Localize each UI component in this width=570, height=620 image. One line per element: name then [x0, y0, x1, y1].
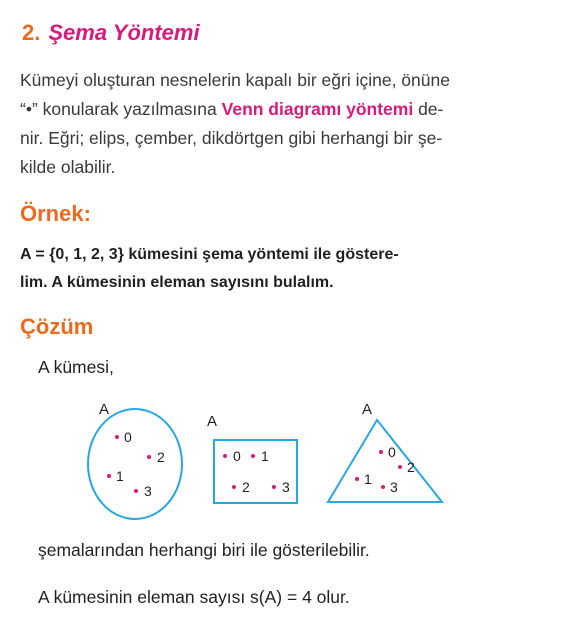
- element-dot: [381, 485, 385, 489]
- solution-title: Çözüm: [20, 314, 94, 339]
- element-label: 0: [124, 429, 132, 445]
- definition-line: [20, 95, 555, 124]
- element-dot: [134, 489, 138, 493]
- ellipse-outline: [88, 409, 182, 519]
- ellipse-diagram: [88, 401, 182, 519]
- venn-diagrams: [0, 390, 570, 525]
- result-statement: A kümesinin eleman sayısı s(A) = 4 olur.: [38, 587, 350, 607]
- element-dot: [147, 455, 151, 459]
- element-label: 1: [261, 448, 269, 464]
- element-label: 1: [116, 468, 124, 484]
- element-dot: [379, 450, 383, 454]
- element-label: 2: [157, 449, 165, 465]
- solution-intro: A kümesi,: [38, 357, 114, 377]
- rectangle-diagram: [207, 413, 297, 503]
- example-line: A = {0, 1, 2, 3} kümesini şema yöntemi ile göstere-: [20, 246, 399, 263]
- element-label: 1: [364, 471, 372, 487]
- definition-line: kilde olabilir.: [20, 157, 116, 177]
- set-label: A: [207, 413, 218, 430]
- venn-term-highlight: Venn diagramı yöntemi: [221, 99, 414, 119]
- element-label: 3: [144, 483, 152, 499]
- element-label: 0: [233, 448, 241, 464]
- element-label: 0: [388, 444, 396, 460]
- set-label: A: [99, 401, 110, 418]
- section-number: 2.: [22, 20, 41, 45]
- element-dot: [251, 454, 255, 458]
- section-title: Şema Yöntemi: [48, 20, 200, 45]
- element-label: 3: [390, 479, 398, 495]
- element-dot: [355, 477, 359, 481]
- definition-text: de-: [413, 99, 444, 119]
- element-dot: [398, 465, 402, 469]
- example-text: [20, 241, 399, 297]
- element-dot: [232, 485, 236, 489]
- definition-paragraph: [20, 66, 555, 182]
- diagram-caption: şemalarından herhangi biri ile gösterilebilir.: [38, 540, 370, 560]
- triangle-diagram: [328, 401, 442, 502]
- definition-line: Kümeyi oluşturan nesnelerin kapalı bir eğri içine, önüne: [20, 70, 450, 90]
- element-label: 3: [282, 479, 290, 495]
- element-dot: [115, 435, 119, 439]
- section-heading: [22, 20, 200, 46]
- element-dot: [272, 485, 276, 489]
- example-line: lim. A kümesinin eleman sayısını bulalım.: [20, 274, 334, 291]
- triangle-outline: [328, 420, 442, 502]
- element-label: 2: [407, 459, 415, 475]
- element-dot: [223, 454, 227, 458]
- element-label: 2: [242, 479, 250, 495]
- definition-text: “•” konularak yazılmasına: [20, 99, 222, 119]
- element-dot: [107, 474, 111, 478]
- set-label: A: [362, 401, 373, 418]
- example-title: Örnek:: [20, 201, 91, 226]
- definition-line: nir. Eğri; elips, çember, dikdörtgen gibi herhangi bir şe-: [20, 128, 443, 148]
